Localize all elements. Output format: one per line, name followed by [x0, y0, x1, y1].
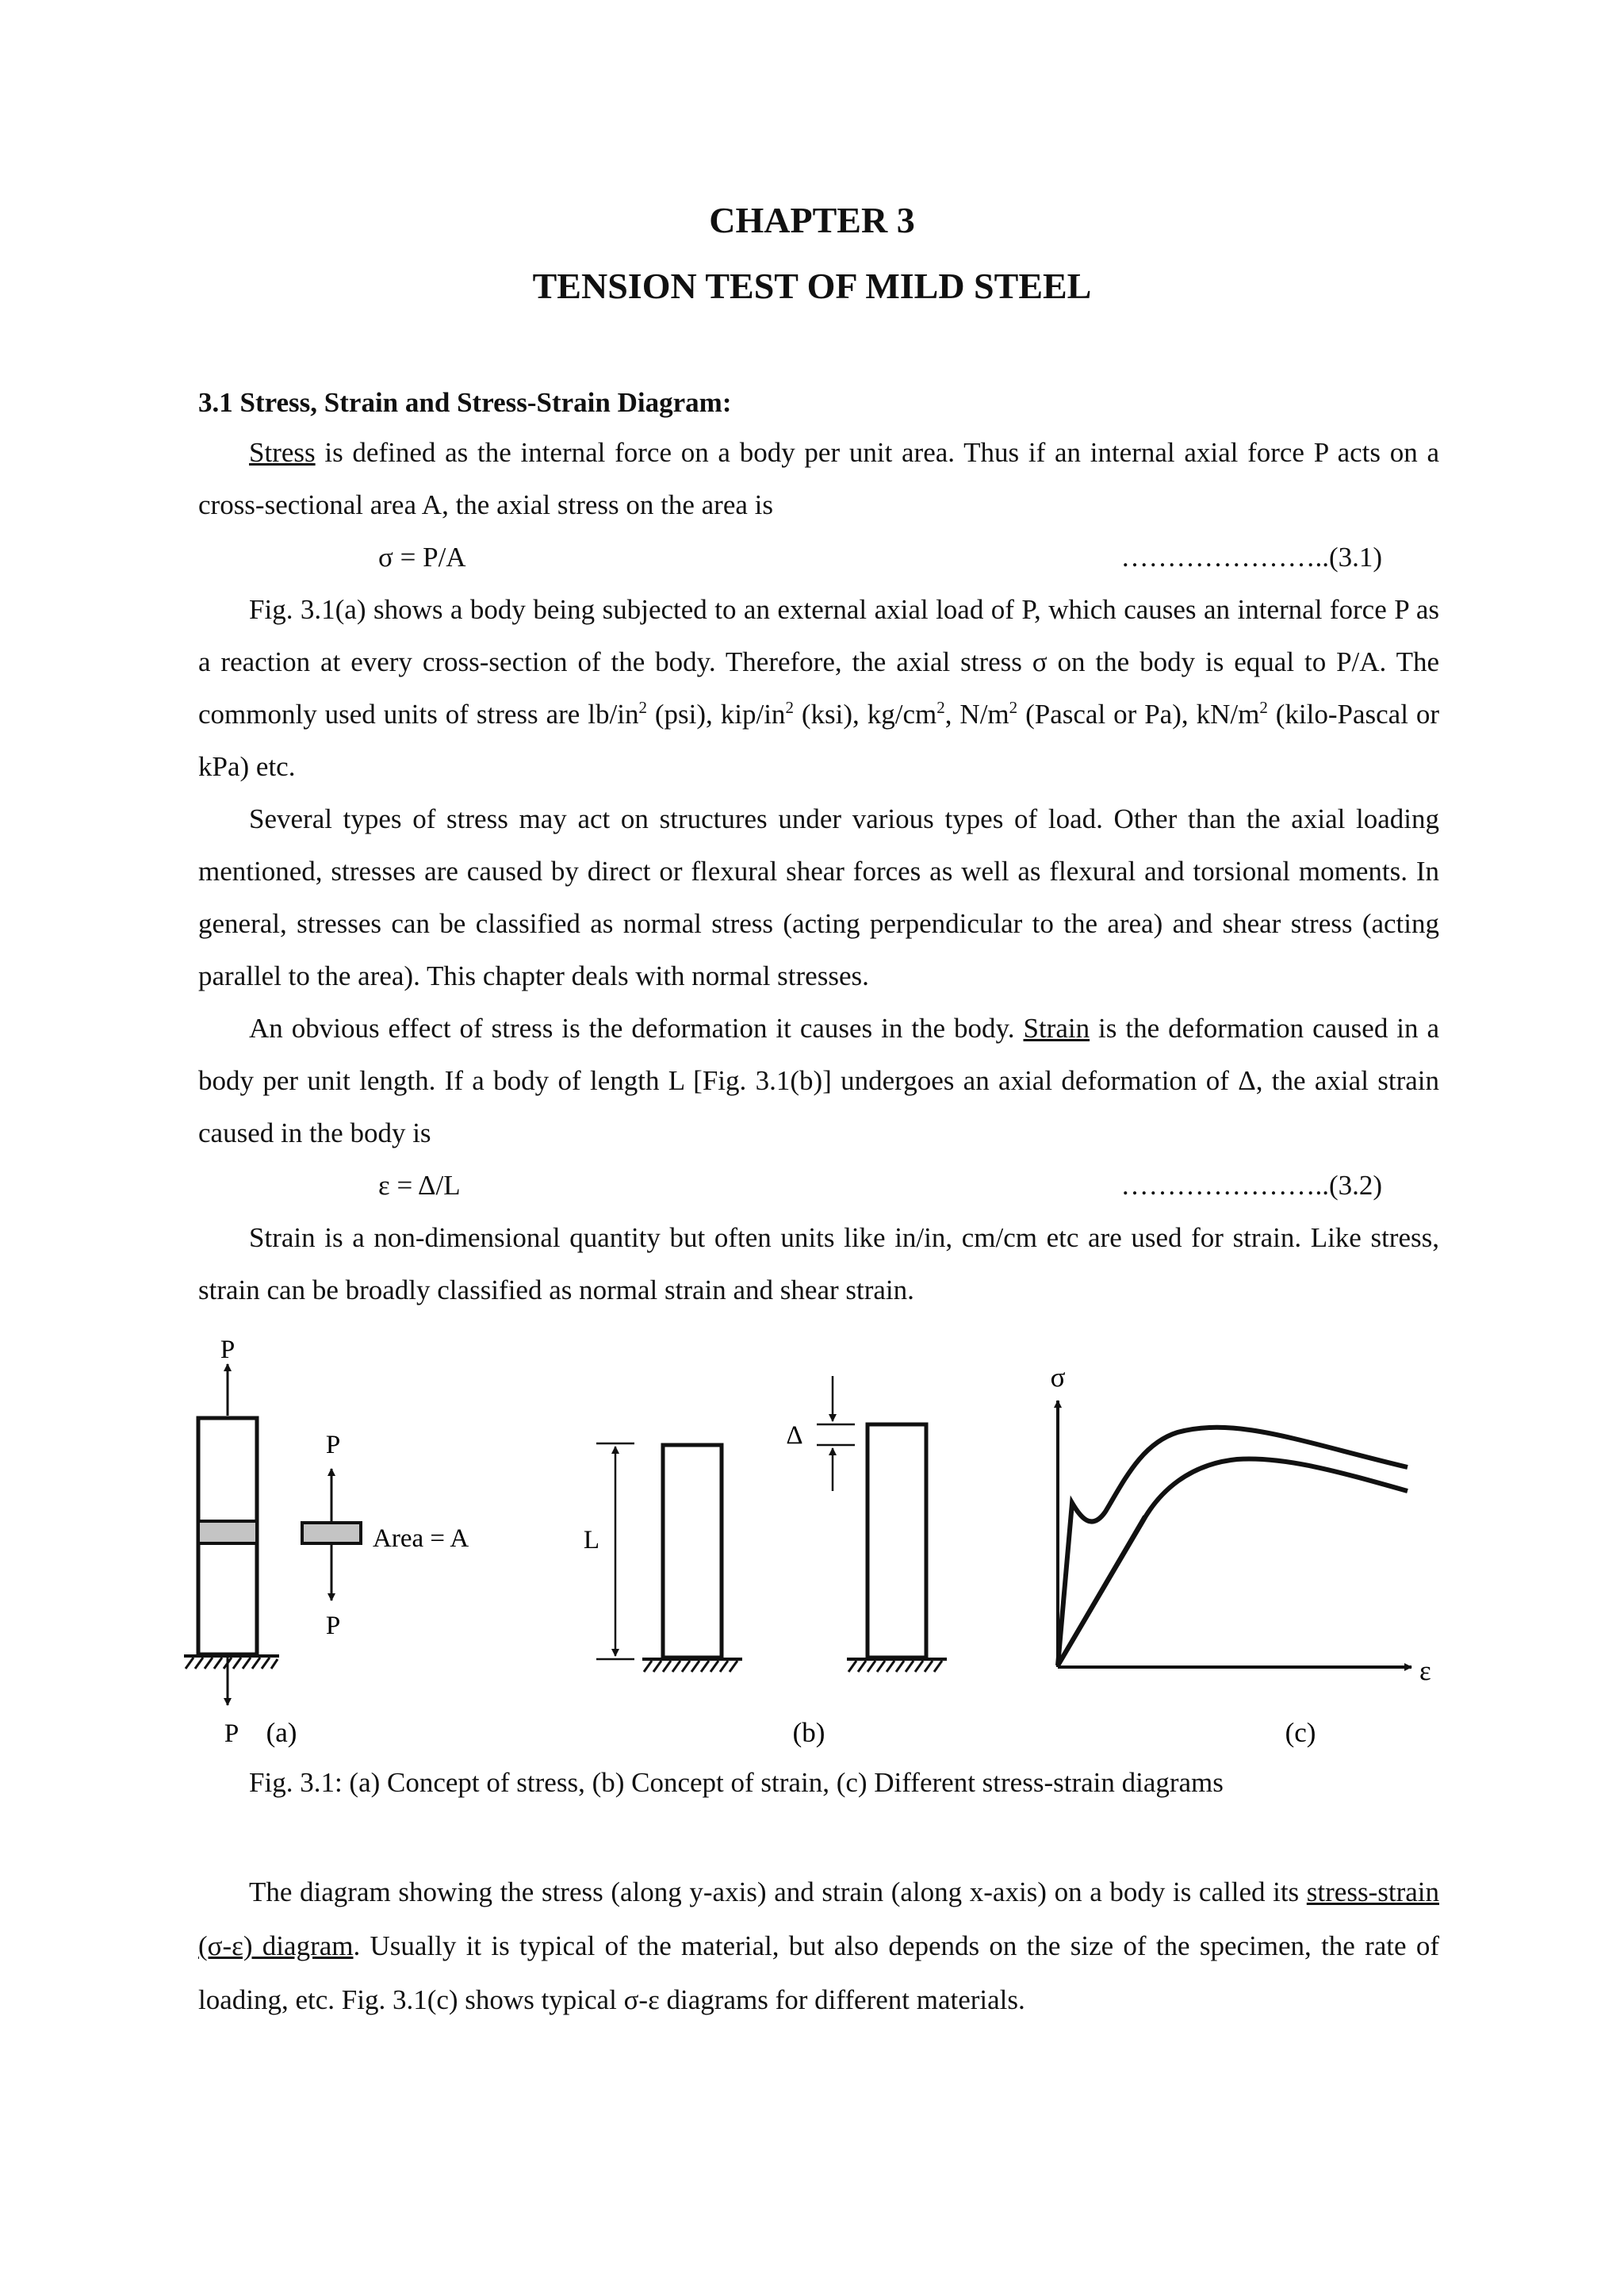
- superscript: 2: [936, 698, 945, 717]
- paragraph-text: An obvious effect of stress is the deformation it causes in the body.: [249, 1013, 1024, 1044]
- paragraph-text: , N/m: [944, 699, 1009, 730]
- paragraph-text: (Pascal or Pa), kN/m: [1017, 699, 1260, 730]
- bar-original: [663, 1445, 722, 1658]
- paragraph-text: The diagram showing the stress (along y-axis) and strain (along x-axis) on a body is called its: [249, 1876, 1307, 1907]
- y-axis-label: σ: [1050, 1362, 1066, 1393]
- equation-expression: σ = P/A: [378, 542, 466, 573]
- panel-label-c: (c): [1285, 1717, 1316, 1748]
- paragraph-stress-types: Several types of stress may act on structures under various types of load. Other than the axial loading mentioned, stresses are caused by direct or flexural shear forces as well as flexural and torsional moments. In general, stresses can be classified as normal stress (acting perpendicular to the area) and shear stress (acting parallel to the area). This chapter deals with normal stresses.: [198, 803, 1439, 991]
- bar-deformed: [868, 1424, 926, 1658]
- material-curve-2: [1058, 1458, 1408, 1665]
- chapter-label: CHAPTER 3: [709, 200, 915, 240]
- superscript: 2: [638, 698, 647, 717]
- paragraph-text: (kilo-Pascal or kPa) etc.: [198, 699, 1440, 782]
- chapter-title: TENSION TEST OF MILD STEEL: [532, 266, 1092, 306]
- load-label-top: P: [220, 1336, 236, 1364]
- term-stress: Stress: [249, 437, 316, 468]
- paragraph-text: is the deformation caused in a body per unit length. If a body of length L [Fig. 3.1(b)] undergoes an axial deformation of Δ, the axial strain caused in the body is: [198, 1013, 1440, 1148]
- section-force-label-top: P: [325, 1431, 341, 1459]
- fixed-support-hatch: [847, 1659, 947, 1672]
- section-heading: 3.1 Stress, Strain and Stress-Strain Diagram:: [198, 387, 732, 418]
- equation-number: …………………..(3.2): [1120, 1170, 1382, 1201]
- term-stress-strain-diagram: stress-strain (σ-ε) diagram: [198, 1876, 1439, 1961]
- x-axis-label: ε: [1419, 1655, 1431, 1686]
- fixed-support-hatch: [184, 1656, 279, 1669]
- section-slice: [302, 1523, 361, 1543]
- cross-section-band: [198, 1521, 257, 1543]
- paragraph-text: (psi), kip/in: [646, 699, 786, 730]
- panel-label-a: (a): [266, 1717, 297, 1748]
- paragraph-text: (ksi), kg/cm: [793, 699, 937, 730]
- paragraph-text: . Usually it is typical of the material, but also depends on the size of the specimen, the rate of loading, etc. Fig. 3.1(c) shows typical σ-ε diagrams for different materials.: [198, 1930, 1440, 2015]
- superscript: 2: [785, 698, 794, 717]
- paragraph-text: is defined as the internal force on a body per unit area. Thus if an internal axial force P acts on a cross-sectional area A, the axial stress on the area is: [198, 437, 1439, 520]
- paragraph-stress-strain-diagram: [198, 1865, 1439, 2027]
- panel-label-b: (b): [792, 1717, 825, 1748]
- stress-strain-diagram: [1051, 1362, 1431, 1748]
- paragraph-strain-units: Strain is a non-dimensional quantity but often units like in/in, cm/cm etc are used for strain. Like stress, strain can be broadly classified as normal strain and shear strain.: [198, 1222, 1439, 1305]
- area-label: Area = A: [373, 1524, 469, 1553]
- equation-number: …………………..(3.1): [1120, 542, 1382, 573]
- stress-concept-diagram: [184, 1336, 469, 1748]
- superscript: 2: [1259, 698, 1268, 717]
- delta-label: Δ: [786, 1421, 803, 1450]
- equation-expression: ε = Δ/L: [378, 1170, 461, 1201]
- paragraph-text: Fig. 3.1(a) shows a body being subjected to an external axial load of P, which causes an internal force P as a reaction at every cross-section of the body. Therefore, the axial stress σ on the body is equal to P/A. The commonly used units of stress are lb/in: [198, 594, 1439, 730]
- fixed-support-hatch: [642, 1659, 742, 1672]
- strain-concept-diagram: [584, 1376, 947, 1748]
- figure-caption: Fig. 3.1: (a) Concept of stress, (b) Concept of strain, (c) Different stress-strain diagrams: [249, 1767, 1224, 1798]
- section-force-label-bottom: P: [325, 1612, 341, 1640]
- length-label: L: [583, 1526, 600, 1554]
- mild-steel-curve: [1058, 1428, 1408, 1665]
- superscript: 2: [1009, 698, 1018, 717]
- load-label-bottom: P: [224, 1719, 239, 1748]
- term-strain: Strain: [1023, 1013, 1090, 1044]
